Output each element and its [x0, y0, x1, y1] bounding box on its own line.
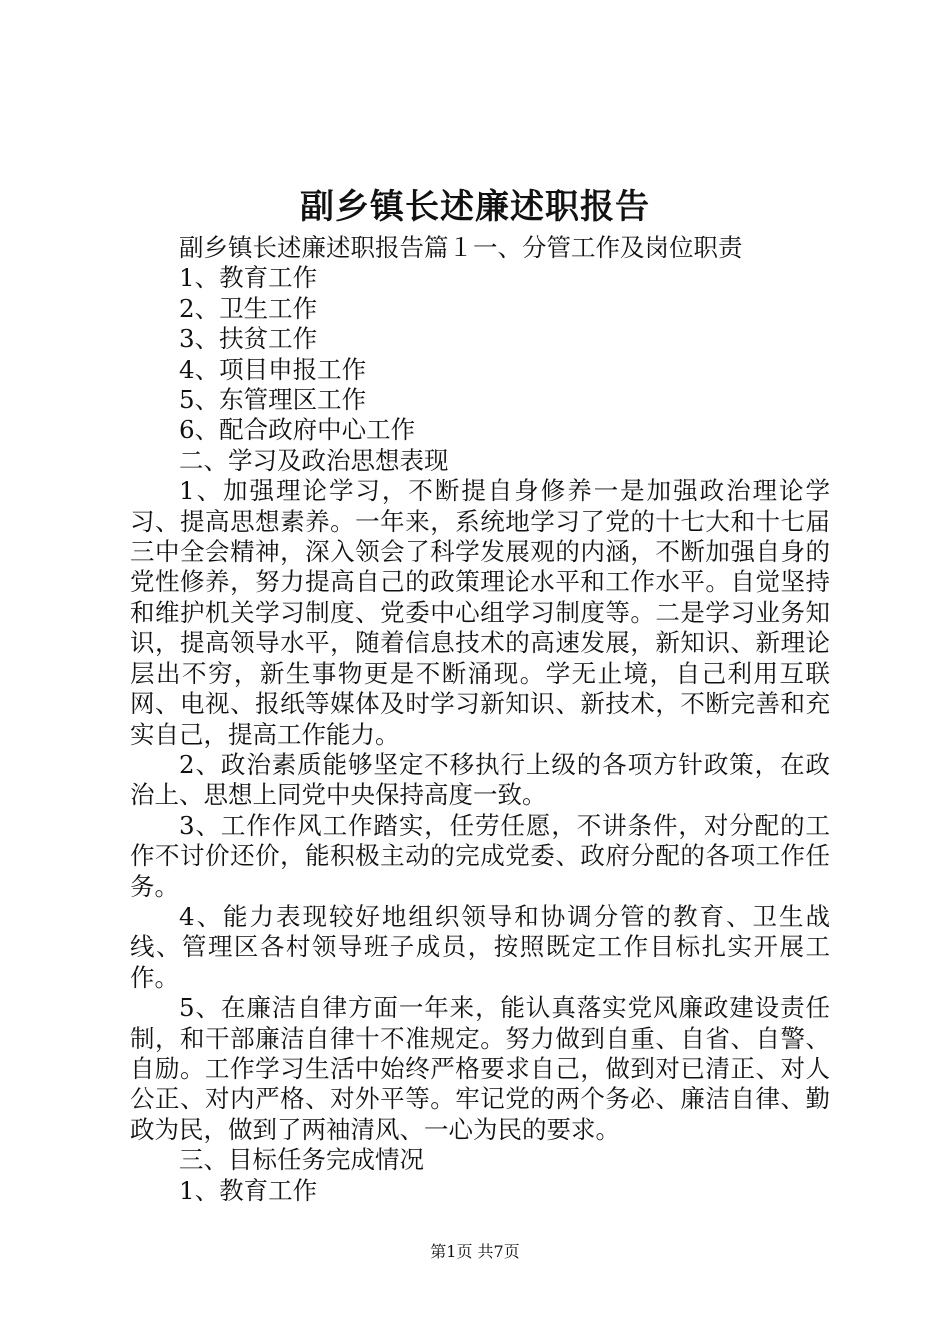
paragraph: 1、教育工作 [179, 263, 318, 293]
paragraph: 5、在廉洁自律方面一年来，能认真落实党风廉政建设责任制，和干部廉洁自律十不准规定。努力做到自重、自省、自警、自励。工作学习生活中始终严格要求自己，做到对已清正、对人公正、对内严格、对外平等。牢记党的两个务必、廉洁自律、勤政为民，做到了两袖清风、一心为民的要求。 [130, 993, 830, 1144]
paragraph: 1、教育工作 [179, 1175, 318, 1205]
section-heading: 三、目标任务完成情况 [179, 1145, 424, 1175]
paragraph: 4、能力表现较好地组织领导和协调分管的教育、卫生战线、管理区各村领导班子成员，按照既定工作目标扎实开展工作。 [130, 901, 830, 992]
paragraph: 副乡镇长述廉述职报告篇１一、分管工作及岗位职责 [179, 233, 743, 262]
paragraph: 2、卫生工作 [179, 293, 318, 323]
document-title: 副乡镇长述廉述职报告 [300, 187, 650, 227]
paragraph: 4、项目申报工作 [179, 354, 367, 384]
paragraph: 1、加强理论学习，不断提自身修养一是加强政治理论学习、提高思想素养。一年来，系统地学习了党的十七大和十七届三中全会精神，深入领会了科学发展观的内涵，不断加强自身的党性修养，努力提高自己的政策理论水平和工作水平。自觉坚持和维护机关学习制度、党委中心组学习制度等。二是学习业务知识，提高领导水平，随着信息技术的高速发展，新知识、新理论层出不穷，新生事物更是不断涌现。学无止境，自己利用互联网、电视、报纸等媒体及时学习新知识、新技术，不断完善和充实自己，提高工作能力。 [130, 476, 830, 749]
paragraph: 3、工作作风工作踏实，任劳任愿，不讲条件，对分配的工作不讨价还价，能积极主动的完成党委、政府分配的各项工作任务。 [130, 810, 830, 901]
paragraph: 5、东管理区工作 [179, 385, 367, 415]
paragraph: 2、政治素质能够坚定不移执行上级的各项方针政策，在政治上、思想上同党中央保持高度一致。 [130, 749, 830, 810]
paragraph: 6、配合政府中心工作 [179, 415, 416, 445]
page-footer: 第1页 共7页 [430, 1242, 520, 1261]
document-body [130, 233, 830, 1206]
section-heading: 二、学习及政治思想表现 [179, 445, 449, 475]
paragraph: 3、扶贫工作 [179, 324, 318, 354]
